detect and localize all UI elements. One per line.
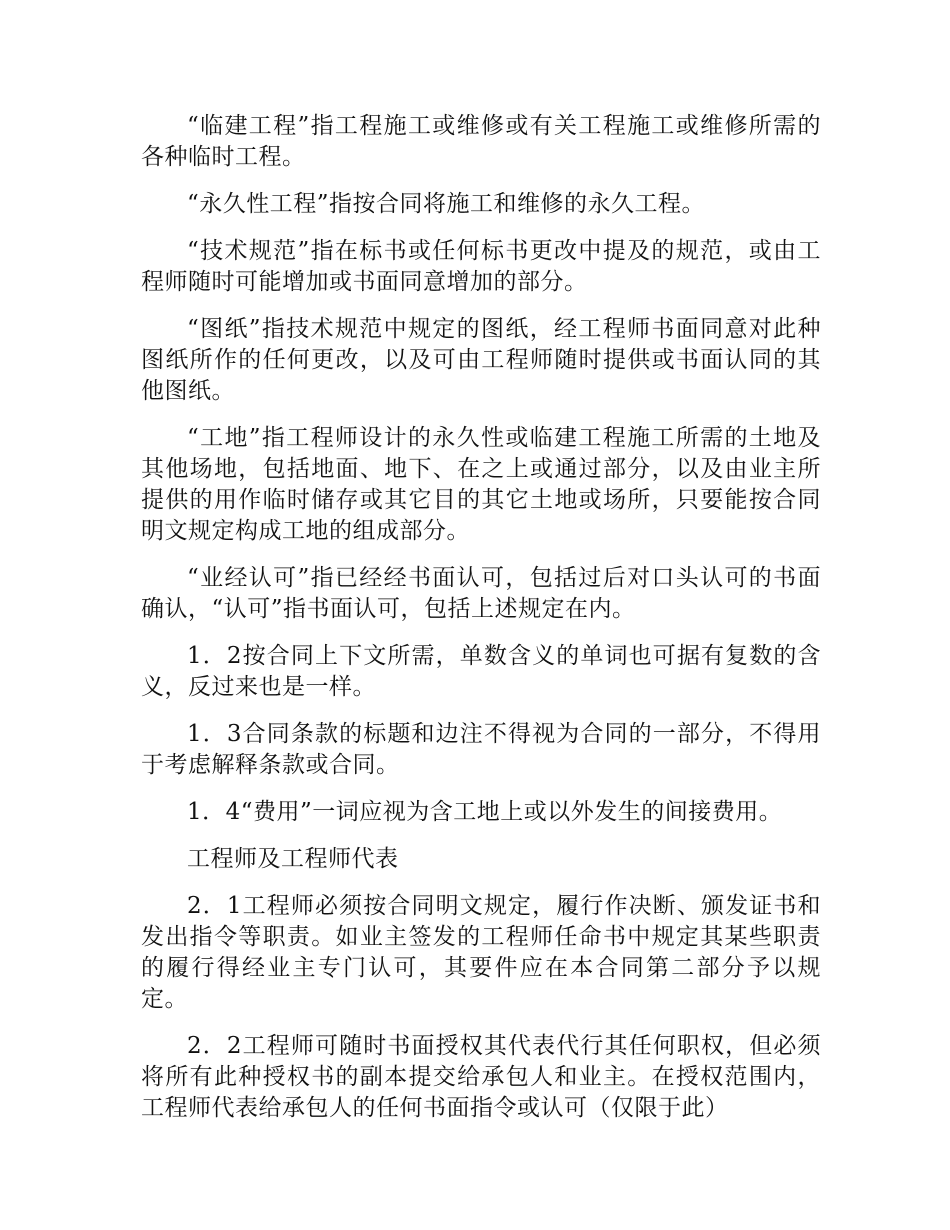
clause-2-2: 2．2工程师可随时书面授权其代表代行其任何职权，但必须将所有此种授权书的副本提交给承包人和业主。在授权范围内，工程师代表给承包人的任何书面指令或认可（仅限于此） xyxy=(141,1033,821,1121)
definition-specification: “技术规范”指在标书或任何标书更改中提及的规范，或由工程师随时可能增加或书面同意增加的部分。 xyxy=(141,238,821,295)
document-body xyxy=(141,111,821,1140)
section-heading-engineer: 工程师及工程师代表 xyxy=(187,846,399,872)
definition-drawings: “图纸”指技术规范中规定的图纸，经工程师书面同意对此种图纸所作的任何更改，以及可由工程师随时提供或书面认同的其他图纸。 xyxy=(141,316,821,404)
clause-1-3: 1．3合同条款的标题和边注不得视为合同的一部分，不得用于考虑解释条款或合同。 xyxy=(141,721,821,778)
definition-site: “工地”指工程师设计的永久性或临建工程施工所需的土地及其他场地，包括地面、地下、在之上或通过部分，以及由业主所提供的用作临时储存或其它目的其它土地或场所，只要能按合同明文规定构成工地的组成部分。 xyxy=(141,425,821,544)
definition-permanent-works: “永久性工程”指按合同将施工和维修的永久工程。 xyxy=(187,191,706,217)
definition-temporary-works: “临建工程”指工程施工或维修或有关工程施工或维修所需的各种临时工程。 xyxy=(141,113,821,170)
clause-1-2: 1．2按合同上下文所需，单数含义的单词也可据有复数的含义，反过来也是一样。 xyxy=(141,643,821,700)
definition-approved: “业经认可”指已经经书面认可，包括过后对口头认可的书面确认，“认可”指书面认可，包括上述规定在内。 xyxy=(141,565,821,622)
clause-1-4: 1．4“费用”一词应视为含工地上或以外发生的间接费用。 xyxy=(187,799,783,825)
clause-2-1: 2．1工程师必须按合同明文规定，履行作决断、颁发证书和发出指令等职责。如业主签发的工程师任命书中规定其某些职责的履行得经业主专门认可，其要件应在本合同第二部分予以规定。 xyxy=(141,893,821,1012)
